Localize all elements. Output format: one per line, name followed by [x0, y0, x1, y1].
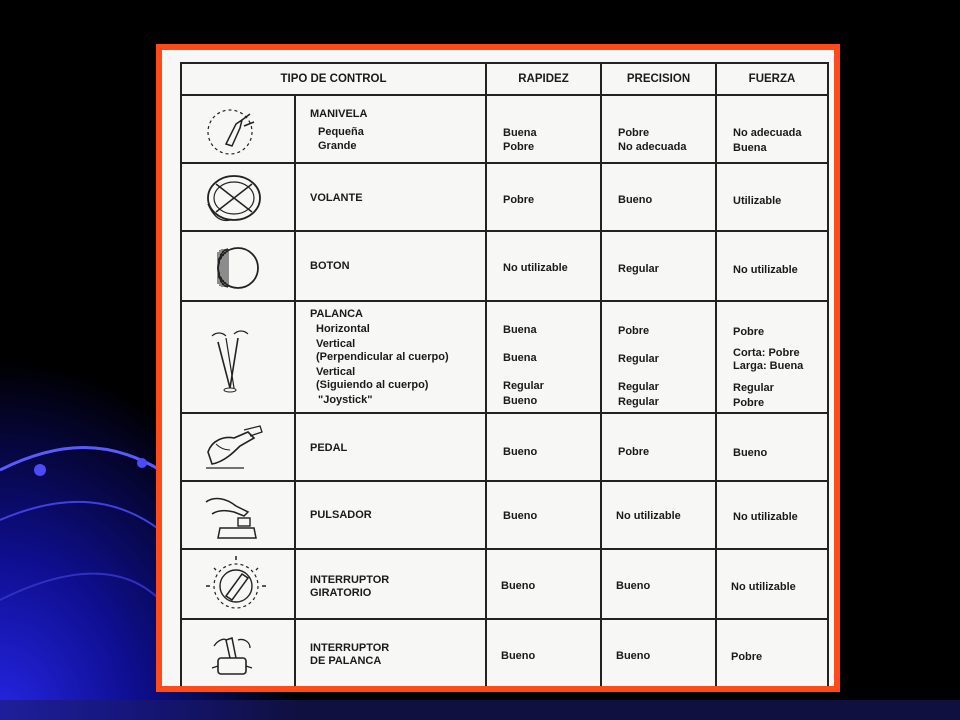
fuerza-value: Larga: Buena: [733, 360, 804, 372]
table-row: [182, 164, 829, 232]
fuerza-value: Utilizable: [733, 195, 782, 207]
control-title: INTERRUPTOR: [310, 642, 390, 654]
rapidez-value: Bueno: [501, 580, 536, 592]
rapidez-value: Buena: [503, 127, 537, 139]
fuerza-value: No utilizable: [733, 264, 798, 276]
controls-table: [180, 62, 829, 686]
fuerza-value: Pobre: [733, 326, 765, 338]
control-title: MANIVELA: [310, 108, 368, 120]
control-subtype: Vertical: [316, 338, 356, 350]
scanned-page: [162, 50, 834, 686]
precision-value: Bueno: [616, 580, 651, 592]
table-row: [182, 414, 829, 482]
fuerza-value: Buena: [733, 142, 767, 154]
control-title: BOTON: [310, 260, 350, 272]
precision-value: Pobre: [618, 127, 650, 139]
control-subtype: (Siguiendo al cuerpo): [316, 379, 429, 391]
fuerza-value: No adecuada: [733, 127, 802, 139]
rapidez-value: Bueno: [501, 650, 536, 662]
fuerza-value: Pobre: [731, 651, 763, 663]
table-frame: [156, 44, 840, 692]
precision-value: Regular: [618, 381, 659, 393]
rapidez-value: Bueno: [503, 446, 538, 458]
fuerza-value: No utilizable: [733, 511, 798, 523]
precision-value: Regular: [618, 263, 659, 275]
table-row: [182, 482, 829, 550]
precision-value: No adecuada: [618, 141, 687, 153]
table-row: [182, 96, 829, 164]
precision-value: Bueno: [616, 650, 651, 662]
rapidez-value: Bueno: [503, 510, 538, 522]
rapidez-value: Pobre: [503, 141, 535, 153]
pedal-icon: [204, 422, 266, 474]
precision-value: Bueno: [618, 194, 653, 206]
knob-icon: [204, 240, 266, 296]
table-header-row: [182, 64, 829, 96]
header-rapidez: RAPIDEZ: [487, 64, 602, 96]
control-subtype: Grande: [318, 140, 357, 152]
control-title: GIRATORIO: [310, 587, 372, 599]
rapidez-value: Buena: [503, 324, 537, 336]
control-title: INTERRUPTOR: [310, 574, 390, 586]
steering-wheel-icon: [204, 170, 266, 226]
precision-value: No utilizable: [616, 510, 681, 522]
fuerza-value: Pobre: [733, 397, 765, 409]
fuerza-value: Bueno: [733, 447, 768, 459]
table-row: [182, 232, 829, 302]
fuerza-value: Regular: [733, 382, 774, 394]
table-row: [182, 550, 829, 620]
table-row: [182, 302, 829, 414]
control-title: DE PALANCA: [310, 655, 382, 667]
fuerza-value: No utilizable: [731, 581, 796, 593]
control-subtype: Horizontal: [316, 323, 370, 335]
fuerza-value: Corta: Pobre: [733, 347, 800, 359]
control-title: PULSADOR: [310, 509, 372, 521]
precision-value: Pobre: [618, 446, 650, 458]
precision-value: Regular: [618, 353, 659, 365]
rapidez-value: Regular: [503, 380, 544, 392]
rapidez-value: Buena: [503, 352, 537, 364]
crank-icon: [204, 102, 264, 158]
precision-value: Regular: [618, 396, 659, 408]
control-title: VOLANTE: [310, 192, 363, 204]
control-subtype: "Joystick": [318, 394, 373, 406]
rotary-switch-icon: [204, 556, 270, 614]
rapidez-value: No utilizable: [503, 262, 568, 274]
precision-value: Pobre: [618, 325, 650, 337]
header-precision: PRECISION: [602, 64, 717, 96]
lever-icon: [204, 324, 264, 396]
table-row: [182, 620, 829, 686]
control-subtype: Pequeña: [318, 126, 364, 138]
control-title: PALANCA: [310, 308, 363, 320]
control-subtype: (Perpendicular al cuerpo): [316, 351, 449, 363]
header-tipo: TIPO DE CONTROL: [182, 64, 487, 96]
rapidez-value: Pobre: [503, 194, 535, 206]
rapidez-value: Bueno: [503, 395, 538, 407]
push-button-icon: [204, 488, 266, 544]
control-title: PEDAL: [310, 442, 348, 454]
control-subtype: Vertical: [316, 366, 356, 378]
toggle-switch-icon: [204, 628, 266, 684]
header-fuerza: FUERZA: [717, 64, 829, 96]
